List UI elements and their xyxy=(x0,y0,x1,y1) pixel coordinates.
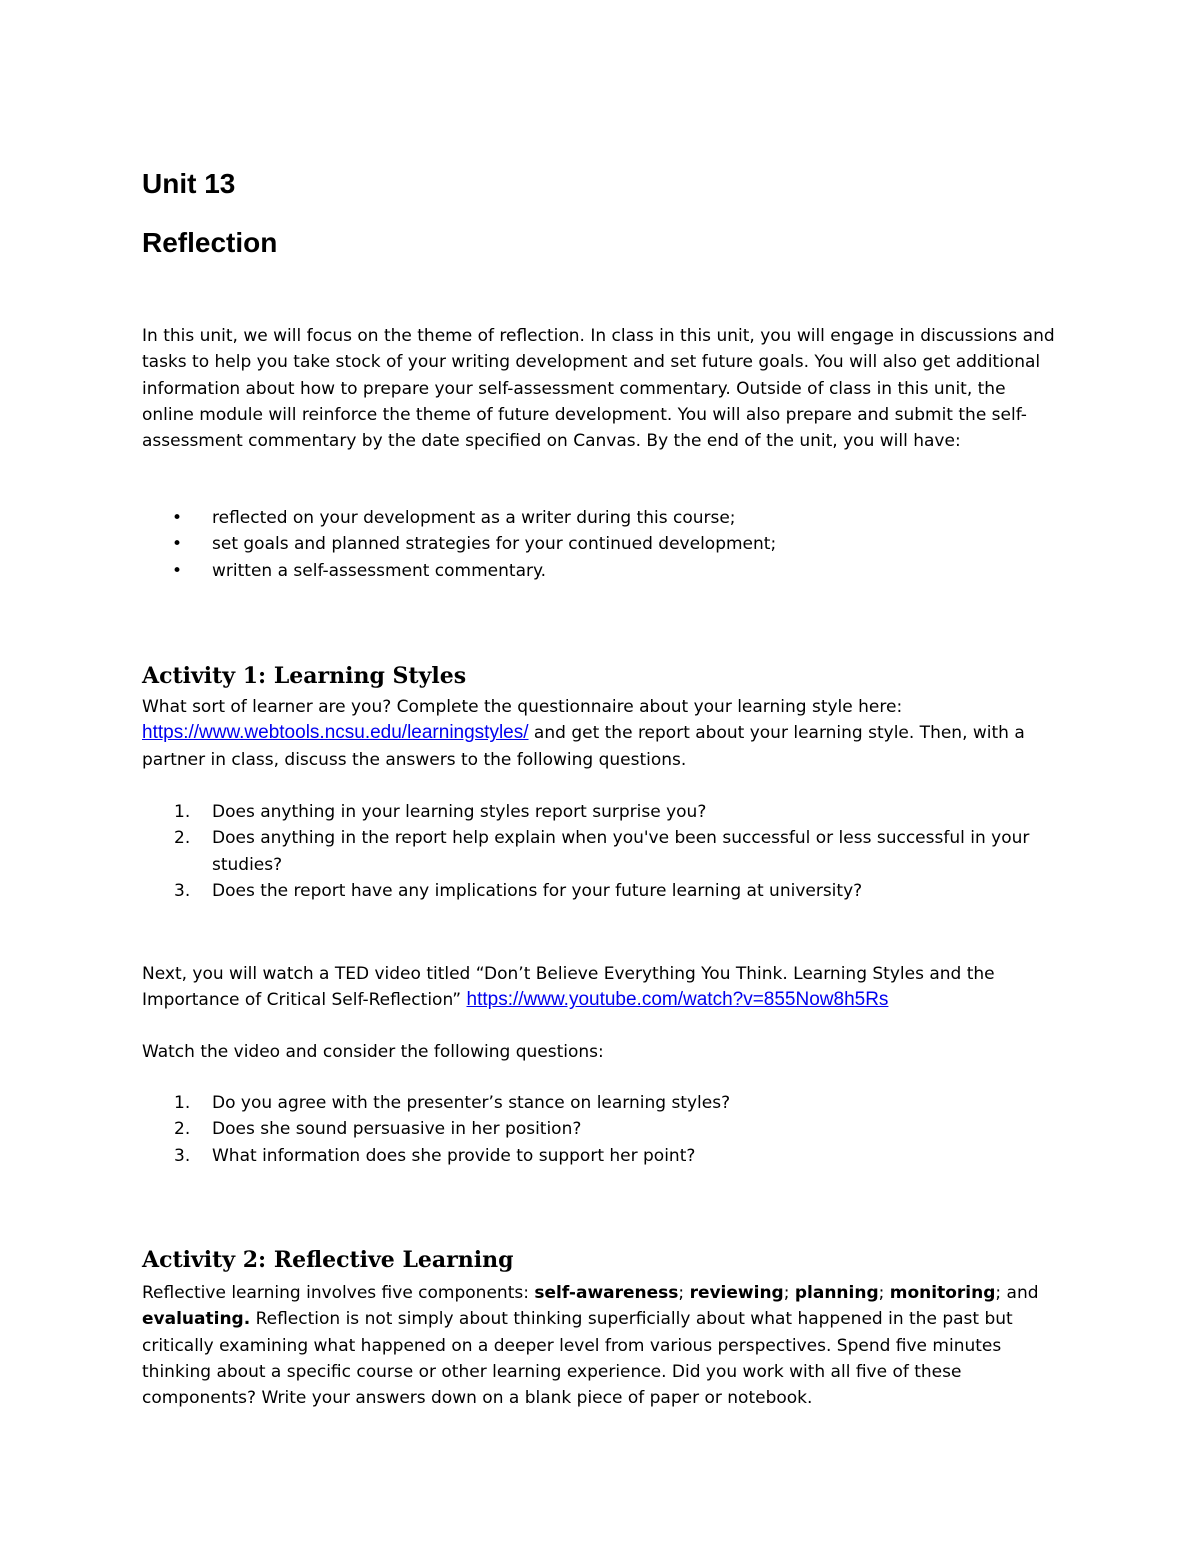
component-reviewing: reviewing xyxy=(689,1283,784,1303)
list-item xyxy=(142,1090,1062,1116)
intro-paragraph: In this unit, we will focus on the theme of reflection. In class in this unit, you will engage in discussions and tasks to help you take stock of your writing development and set future goals. You will also get additional information about how to prepare your self-assessment commentary. Outside of class in this unit, the online module will reinforce the theme of future development. You will also prepare and submit the self-assessment commentary by the date specified on Canvas. By the end of the unit, you will have: xyxy=(142,326,1055,452)
activity-1-text: What sort of learner are you? Complete the questionnaire about your learning style here: xyxy=(142,697,903,717)
video-intro-paragraph xyxy=(142,961,1062,1014)
activity-1-questions xyxy=(142,799,1062,904)
video-link[interactable]: https://www.youtube.com/watch?v=855Now8h5Rs xyxy=(466,989,889,1011)
component-self-awareness: self-awareness xyxy=(534,1283,679,1303)
list-item xyxy=(142,878,1062,904)
activity-2-text: Reflective learning involves five components: xyxy=(142,1283,535,1303)
list-number: 3. xyxy=(174,880,191,901)
activity-2-heading: Activity 2: Reflective Learning xyxy=(142,1247,514,1273)
list-number: 2. xyxy=(174,828,191,849)
component-planning: planning xyxy=(794,1283,879,1303)
bullet-icon: • xyxy=(172,560,183,581)
list-item xyxy=(142,799,1062,825)
list-number: 1. xyxy=(174,802,191,822)
separator: ; xyxy=(678,1283,690,1303)
list-number: 3. xyxy=(174,1145,191,1166)
activity-2-text-cont: Reflection is not simply about thinking superficially about what happened in the past but critically examining what happened on a deeper level from various perspectives. Spend five minutes thinking about a specific course or other learning experience. Did you work with all five of these components? Write your answers down on a blank piece of paper or notebook. xyxy=(142,1309,1013,1409)
separator: ; xyxy=(878,1283,890,1303)
list-number: 2. xyxy=(174,1119,191,1140)
list-item-text: What information does she provide to support her point? xyxy=(212,1145,696,1166)
list-item-text: Does anything in the report help explain when you've been successful or less successful in your studies? xyxy=(212,828,1030,875)
component-evaluating: evaluating xyxy=(142,1309,244,1330)
watch-prompt: Watch the video and consider the following questions: xyxy=(142,1042,604,1062)
video-questions xyxy=(142,1090,1062,1169)
list-item-text: set goals and planned strategies for your continued development; xyxy=(212,534,777,555)
activity-1-text-cont: and get the report about your learning style. Then, with a partner in class, discuss the answers to the following questions. xyxy=(142,723,1025,770)
list-item xyxy=(142,505,1062,531)
list-item-text: Do you agree with the presenter’s stance on learning styles? xyxy=(212,1093,731,1113)
activity-1-paragraph xyxy=(142,694,1062,773)
unit-label: Unit 13 xyxy=(142,168,236,199)
list-item xyxy=(142,1116,1062,1142)
list-number: 1. xyxy=(174,1093,191,1113)
list-item-text: Does she sound persuasive in her position? xyxy=(212,1119,582,1140)
separator: ; and xyxy=(995,1283,1039,1303)
list-item-text: Does anything in your learning styles report surprise you? xyxy=(212,802,707,822)
list-item xyxy=(142,1143,1062,1169)
list-item xyxy=(142,825,1062,878)
activity-1-heading: Activity 1: Learning Styles xyxy=(142,663,467,689)
separator: ; xyxy=(783,1283,795,1303)
activity-2-paragraph xyxy=(142,1280,1062,1411)
list-item-text: Does the report have any implications for your future learning at university? xyxy=(212,880,863,901)
list-item xyxy=(142,531,1062,557)
bullet-icon: • xyxy=(172,508,183,528)
component-monitoring: monitoring xyxy=(889,1283,996,1303)
list-item-text: written a self-assessment commentary. xyxy=(212,560,547,581)
list-item-text: reflected on your development as a writer during this course; xyxy=(212,508,736,528)
period: . xyxy=(243,1309,251,1330)
unit-title: Reflection xyxy=(142,227,278,258)
video-intro-text: Next, you will watch a TED video titled “Don’t Believe Everything You Think. Learning Styles and the Importance of Critical Self-Reflection” xyxy=(142,964,995,1011)
list-item xyxy=(142,558,1062,584)
outcomes-list xyxy=(142,505,1062,584)
learning-styles-link[interactable]: https://www.webtools.ncsu.edu/learningstyles/ xyxy=(142,722,529,744)
bullet-icon: • xyxy=(172,534,183,555)
